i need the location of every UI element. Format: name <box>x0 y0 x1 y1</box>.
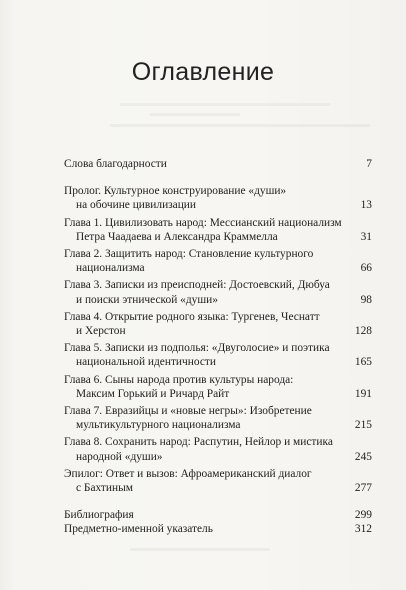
toc-page-number: 245 <box>354 450 372 463</box>
toc-entry <box>64 522 372 536</box>
toc-entry-title-continued: народной «души» <box>76 450 163 463</box>
toc-entry <box>64 278 372 306</box>
toc-entry <box>64 247 372 275</box>
page-title: Оглавление <box>131 58 275 86</box>
toc-entry-title-continued: национальной идентичности <box>76 356 216 369</box>
toc-page-number: 66 <box>360 262 372 275</box>
toc-page-number: 299 <box>354 509 372 522</box>
toc-entry-title: Глава 8. Сохранить народ: Распутин, Нейлор и мистика <box>64 436 333 449</box>
toc-entry-title-continued: мультикультурного национализма <box>76 419 241 432</box>
toc-entry-title-continued: с Бахтиным <box>76 482 133 495</box>
toc-entry-title-continued: на обочине цивилизации <box>76 199 197 212</box>
toc-entry-title-continued: Петра Чаадаева и Александра Краммелла <box>76 230 278 243</box>
toc-entry-title-continued: национализма <box>76 262 145 275</box>
toc-entry-title-continued: и Херстон <box>76 325 126 338</box>
toc-entry <box>64 508 372 522</box>
toc-entry <box>64 467 372 495</box>
toc-entry-title-continued: Максим Горький и Ричард Райт <box>76 387 230 400</box>
toc-page-number: 312 <box>354 523 372 536</box>
show-through-text <box>120 103 330 106</box>
toc-entry <box>64 310 372 338</box>
toc-entry <box>64 404 372 432</box>
toc-entry-title: Глава 3. Записки из преисподней: Достоевский, Дюбуа <box>64 279 330 292</box>
toc-entry-title: Глава 7. Евразийцы и «новые негры»: Изобретение <box>64 405 312 418</box>
toc-page-number: 98 <box>360 293 372 306</box>
show-through-text <box>110 124 370 127</box>
toc-entry-title: Глава 5. Записки из подполья: «Двуголосие» и поэтика <box>64 342 330 355</box>
toc-entry-title: Предметно-именной указатель <box>64 523 213 536</box>
show-through-text <box>130 548 270 551</box>
toc-entry-title: Эпилог: Ответ и вызов: Афроамериканский диалог <box>64 467 312 480</box>
toc-entry <box>64 435 372 463</box>
toc-entry <box>64 216 372 244</box>
table-of-contents <box>64 157 372 537</box>
show-through-text <box>150 113 240 116</box>
toc-page-number: 128 <box>354 325 372 338</box>
toc-entry <box>64 373 372 401</box>
toc-entry-title: Глава 1. Цивилизовать народ: Мессианский национализм <box>64 216 342 229</box>
toc-entry-title: Пролог. Культурное конструирование «души» <box>64 185 287 198</box>
toc-page-number: 191 <box>354 387 372 400</box>
toc-entry <box>64 184 372 212</box>
toc-entry <box>64 157 372 171</box>
toc-entry-title-continued: и поиски этнической «души» <box>76 293 218 306</box>
toc-entry-title: Глава 4. Открытие родного языка: Тургенев, Чеснатт <box>64 310 320 323</box>
toc-entry-title: Глава 2. Защитить народ: Становление культурного <box>64 248 314 261</box>
toc-entry-title: Слова благодарности <box>64 158 167 170</box>
toc-page-number: 31 <box>360 230 372 243</box>
toc-page-number: 215 <box>354 419 372 432</box>
toc-page-number: 7 <box>366 158 372 170</box>
toc-entry-title: Библиография <box>64 509 134 522</box>
toc-page-number: 277 <box>354 482 372 495</box>
toc-entry-title: Глава 6. Сыны народа против культуры народа: <box>64 373 294 386</box>
toc-page-number: 13 <box>360 199 372 212</box>
toc-entry <box>64 341 372 369</box>
toc-page-number: 165 <box>354 356 372 369</box>
